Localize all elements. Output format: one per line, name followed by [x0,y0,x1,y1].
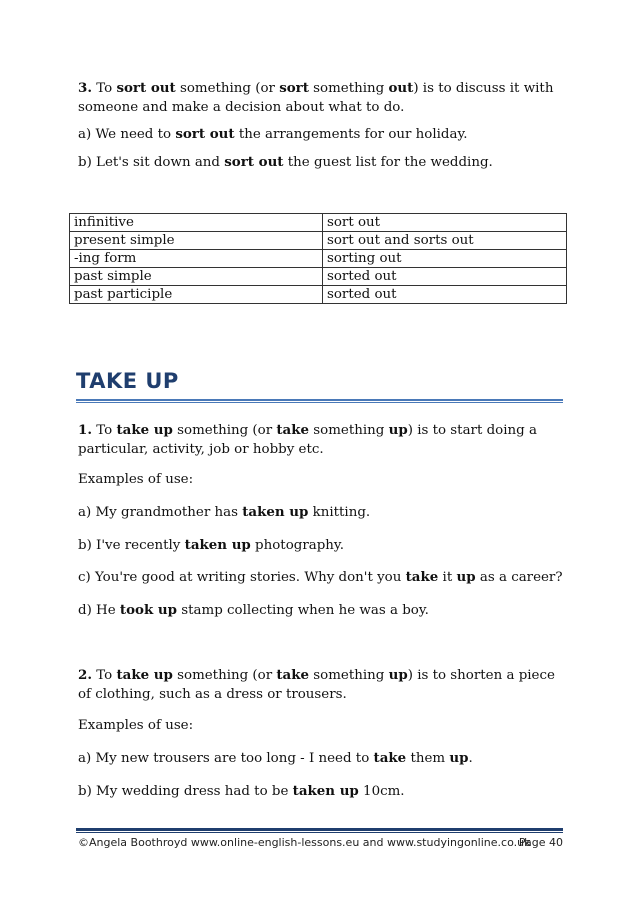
examples-label: Examples of use: [78,718,194,733]
table-cell-form: -ing form [70,250,323,268]
table-cell-value: sorting out [323,250,567,268]
take-up-example-1a: a) My grandmother has taken up knitting. [78,504,371,520]
table-cell-value: sort out and sorts out [323,232,567,250]
table-row [70,214,567,232]
take-up-example-1c: c) You're good at writing stories. Why don't you take it up as a career? [78,569,563,585]
examples-label: Examples of use: [78,472,194,487]
page-footer [78,836,563,850]
take-up-definition-1: 1. To take up something (or take something up) is to start doing a particular, activity, job or hobby etc. [78,422,537,457]
table-cell-form: infinitive [70,214,323,232]
sort-out-definition-3: 3. To sort out something (or sort something out) is to discuss it with someone and make a decision about what to do. [78,80,554,115]
table-row [70,286,567,304]
footer-rule [76,828,563,831]
page-number: Page 40 [518,836,563,849]
take-up-example-1d: d) He took up stamp collecting when he was a boy. [78,602,429,618]
footer-rule-thin [76,832,563,833]
take-up-example-1b: b) I've recently taken up photography. [78,537,344,553]
table-cell-value: sorted out [323,268,567,286]
take-up-example-2a: a) My new trousers are too long - I need to take them up. [78,750,473,766]
verb-forms-table [69,213,567,304]
sort-out-example-b: b) Let's sit down and sort out the guest list for the wedding. [78,154,493,170]
table-cell-form: past participle [70,286,323,304]
footer-credit: ©Angela Boothroyd www.online-english-lessons.eu and www.studyingonline.co.uk [78,836,531,849]
table-row [70,268,567,286]
table-cell-form: past simple [70,268,323,286]
table-cell-value: sorted out [323,286,567,304]
take-up-example-2b: b) My wedding dress had to be taken up 10cm. [78,783,405,799]
heading-underline-thin [76,402,563,403]
table-cell-value: sort out [323,214,567,232]
table-cell-form: present simple [70,232,323,250]
sort-out-example-a: a) We need to sort out the arrangements for our holiday. [78,126,468,142]
table-row [70,232,567,250]
heading-underline [76,399,563,401]
take-up-definition-2: 2. To take up something (or take something up) is to shorten a piece of clothing, such as a dress or trousers. [78,667,555,702]
table-row [70,250,567,268]
section-heading-take-up: TAKE UP [76,369,179,393]
